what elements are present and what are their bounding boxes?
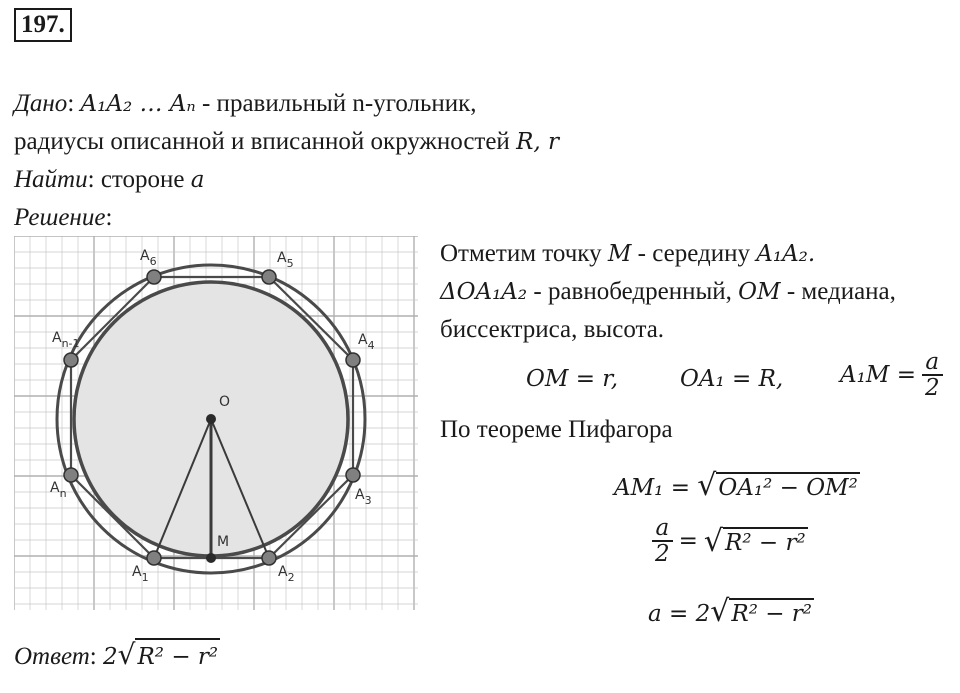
point-A3 [346,468,360,482]
radicand: OA₁² − OM² [716,472,859,501]
formula-a-over-2: $\frac{a}{2}$ = √ R² − r² [652,516,808,566]
given-text1: - правильный n-угольник, [195,90,477,117]
label-O: O [219,394,231,410]
given-label: Дано [14,90,68,117]
point-O [206,414,216,424]
label-A2: $A_2$ [278,564,295,584]
radicand: R² − r² [729,598,814,627]
point-A2 [262,551,276,565]
given-radii-line [14,126,559,158]
answer-line: Ответ: 2√R² − r² [14,638,219,671]
fraction-denominator: 2 [924,375,940,402]
given-line: Дано: A₁A₂ … Aₙ - правильный n-угольник, [14,90,477,117]
formula-lhs: a = 2 [648,601,711,627]
equation-om: OM = r, [526,366,619,392]
label-A3: $A_3$ [355,487,372,507]
find-value: a [190,167,205,193]
label-An: $A_n$ [50,480,67,500]
answer-coef: 2 [102,644,118,670]
find-label: Найти [14,166,88,193]
fraction-numerator: a [922,350,943,376]
find-line: Найти: стороне a [14,166,205,193]
answer-label: Ответ [14,643,90,670]
solution-heading: Решение: [14,204,113,231]
fraction-denominator: 2 [655,541,670,568]
point-An1 [64,353,78,367]
point-A6 [147,270,161,284]
point-A1 [147,551,161,565]
om-symbol: OM [738,279,781,305]
point-An [64,468,78,482]
label-A1: $A_1$ [132,564,149,584]
radicand: R² − r² [723,527,808,556]
given-text2: радиусы описанной и вписанной окружностей [14,128,510,155]
solution-line-1 [440,238,815,270]
segment-symbol: A₁A₂. [756,241,816,267]
solution-text: - равнобедренный, [533,278,732,305]
label-A6: $A_6$ [140,248,157,268]
equation-oa1: OA₁ = R, [680,366,784,392]
solution-line-3: биссектриса, высота. [440,316,665,343]
a1m-lhs: A₁M = [840,362,916,389]
solution-text: - медиана, [786,278,896,305]
formula-a: a = 2√R² − r² [648,594,813,629]
label-A5: $A_5$ [277,250,294,270]
solution-line-2 [440,276,896,308]
formula-am1: AM₁ = √OA₁² − OM² [614,468,858,503]
fraction-a-over-2 [652,516,673,566]
fraction-numerator: a [652,516,673,542]
point-M [206,553,216,563]
answer-expression: 2√R² − r² [102,638,219,671]
solution-text: Отметим точку [440,240,602,267]
pythagoras-line: По теореме Пифагора [440,416,673,443]
label-A4: $A_4$ [358,332,375,352]
problem-number: 197. [14,8,72,42]
fraction-a-over-2 [922,350,943,400]
label-An1: $A_{n-1}$ [52,330,80,350]
solution-label: Решение [14,204,106,231]
equation-a1m [840,350,943,400]
given-polygon: A₁A₂ … Aₙ [80,91,196,117]
find-text: стороне [100,166,185,193]
point-A4 [346,353,360,367]
formula-lhs: AM₁ = [614,475,690,501]
radicand: R² − r² [135,638,220,673]
geometry-figure [14,236,418,610]
equals-sign: = [678,528,698,555]
label-M: M [217,534,230,550]
given-radii: R, r [516,129,560,155]
point-A5 [262,270,276,284]
solution-text: - середину [637,240,750,267]
point-m-symbol: M [607,241,632,267]
triangle-symbol: ΔOA₁A₂ [440,279,528,305]
